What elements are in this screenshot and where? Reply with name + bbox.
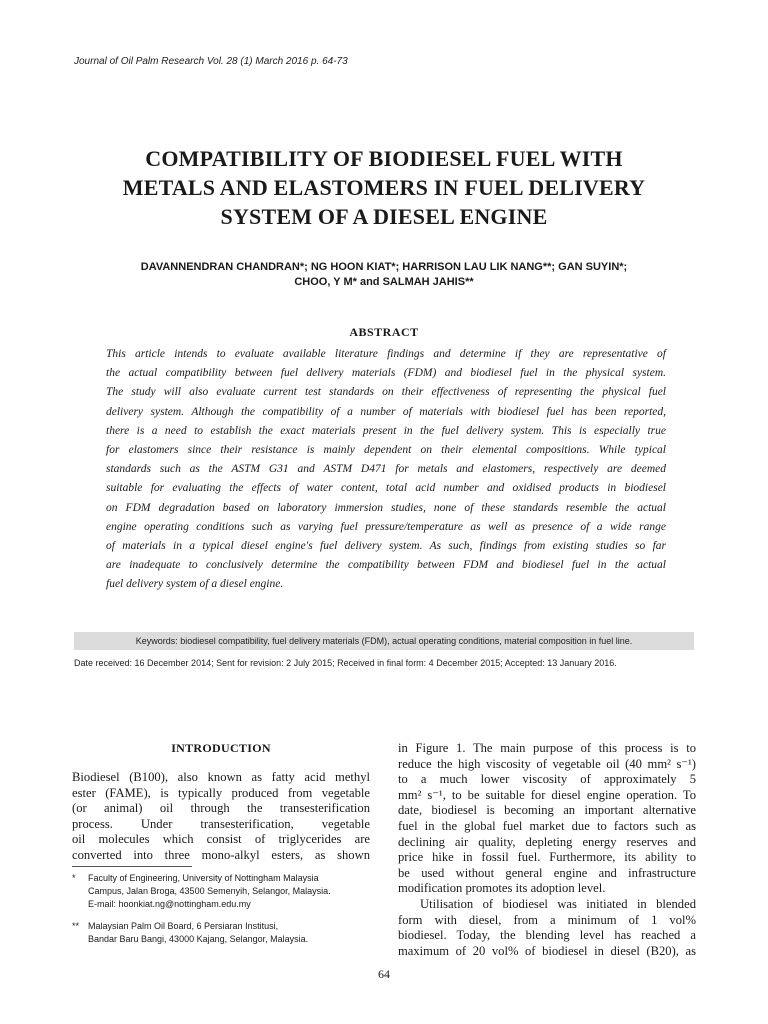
introduction-right-column (398, 741, 696, 959)
abstract-line: for elastomers since their resistance is mainly dependent on their elemental compositions. While typical (106, 444, 666, 457)
body-line: in Figure 1. The main purpose of this process is to (398, 741, 696, 755)
body-line: process. Under transesterification, vegetable (72, 816, 370, 831)
abstract-line: of materials in a typical diesel engine's fuel delivery system. As such, findings from existing studies so far (106, 540, 666, 553)
footnote-line: Bandar Baru Bangi, 43000 Kajang, Selangor, Malaysia. (88, 934, 309, 944)
abstract-line: are inadequate to conclusively determine the compatibility between FDM and biodiesel fuel in the actual (106, 559, 666, 572)
body-line: form with diesel, from a minimum of 1 vol% (398, 912, 696, 927)
abstract-line: engine operating conditions such as varying fuel pressure/temperature as well as presence of a wide range (106, 520, 666, 533)
body-line: modification promotes its adoption level. (398, 881, 606, 896)
body-line: declining air quality, depleting energy reserves and (398, 834, 696, 849)
title-line: SYSTEM OF A DIESEL ENGINE (220, 204, 548, 229)
abstract-line: fuel delivery system of a diesel engine. (106, 578, 284, 591)
article-title (40, 144, 728, 231)
abstract-line: delivery system. Although the compatibility of a number of materials with biodiesel fuel has been reported, (106, 405, 666, 418)
title-line: METALS AND ELASTOMERS IN FUEL DELIVERY (122, 175, 646, 200)
body-line: converted into three mono-alkyl esters, as shown (72, 847, 370, 862)
footnote-line: Malaysian Palm Oil Board, 6 Persiaran Institusi, (88, 921, 279, 931)
abstract-line: on FDM degradation based on laboratory immersion studies, none of these standards resemble the actual (106, 501, 666, 514)
footnote-affiliation-1 (72, 872, 372, 911)
abstract-line: suitable for evaluating the effects of water content, total acid number and oxidised products in biodiesel (106, 482, 666, 495)
body-line: price hike in fossil fuel. Furthermore, its ability to (398, 850, 696, 865)
body-line: (or animal) oil through the transesterification (72, 801, 370, 816)
body-line: fuel in the global fuel market due to factors such as (398, 818, 696, 833)
body-line: date, biodiesel is becoming an important alternative (398, 803, 696, 818)
abstract-line: standards such as the ASTM G31 and ASTM D471 for metals and elastomers, respectively are deemed (106, 463, 666, 476)
introduction-left-column (72, 770, 370, 864)
footnote-mark: ** (72, 921, 80, 931)
author-line: DAVANNENDRAN CHANDRAN*; NG HOON KIAT*; HARRISON LAU LIK NANG**; GAN SUYIN*; (140, 261, 628, 273)
abstract-line: The study will also evaluate current test standards on their effectiveness of representing the physical fuel (106, 386, 666, 399)
page-number: 64 (378, 967, 390, 981)
footnote-mark: * (72, 873, 76, 883)
abstract-line: the actual compatibility between fuel delivery materials (FDM) and biodiesel fuel in the physical system. (106, 367, 666, 380)
body-line: ester (FAME), is typically produced from vegetable (72, 785, 370, 800)
keywords-box: Keywords: biodiesel compatibility, fuel delivery materials (FDM), actual operating conditions, material composition in fuel line. (74, 632, 694, 650)
body-line: Biodiesel (B100), also known as fatty acid methyl (72, 770, 370, 784)
footnote-affiliation-2 (72, 920, 372, 946)
body-line: Utilisation of biodiesel was initiated in blended (420, 896, 696, 911)
abstract-line: This article intends to evaluate available literature findings and determine if they are representative of (106, 348, 666, 360)
footnote-line: E-mail: hoonkiat.ng@nottingham.edu.my (88, 899, 251, 909)
footnote-line: Faculty of Engineering, University of Nottingham Malaysia (88, 873, 319, 883)
author-list (40, 260, 728, 290)
footnote-line: Campus, Jalan Broga, 43500 Semenyih, Selangor, Malaysia. (88, 886, 331, 896)
abstract-heading: ABSTRACT (349, 325, 419, 339)
body-line: reduce the high viscosity of vegetable oil (40 mm² s⁻¹) (398, 756, 696, 771)
abstract-body (106, 345, 666, 595)
footnote-divider (72, 866, 192, 867)
body-line: be used without general engine and infrastructure (398, 865, 696, 880)
body-line: to a much lower viscosity of approximately 5 (398, 772, 696, 787)
abstract-line: there is a need to establish the exact materials present in the fuel delivery system. This is especially true (106, 424, 666, 437)
body-line: biodiesel. Today, the blending level has reached a (398, 928, 696, 943)
publication-dates: Date received: 16 December 2014; Sent for revision: 2 July 2015; Received in final form: 4 December 2015; Accepted: 13 January 2016. (74, 658, 617, 668)
body-line: maximum of 20 vol% of biodiesel in diesel (B20), as (398, 943, 696, 958)
body-line: mm² s⁻¹, to be suitable for diesel engine operation. To (398, 787, 696, 802)
body-line: oil molecules which consist of triglycerides are (72, 832, 370, 847)
title-line: COMPATIBILITY OF BIODIESEL FUEL WITH (145, 146, 623, 171)
journal-header: Journal of Oil Palm Research Vol. 28 (1) March 2016 p. 64-73 (74, 56, 348, 67)
introduction-heading: INTRODUCTION (171, 741, 271, 755)
author-line: CHOO, Y M* and SALMAH JAHIS** (294, 276, 474, 288)
